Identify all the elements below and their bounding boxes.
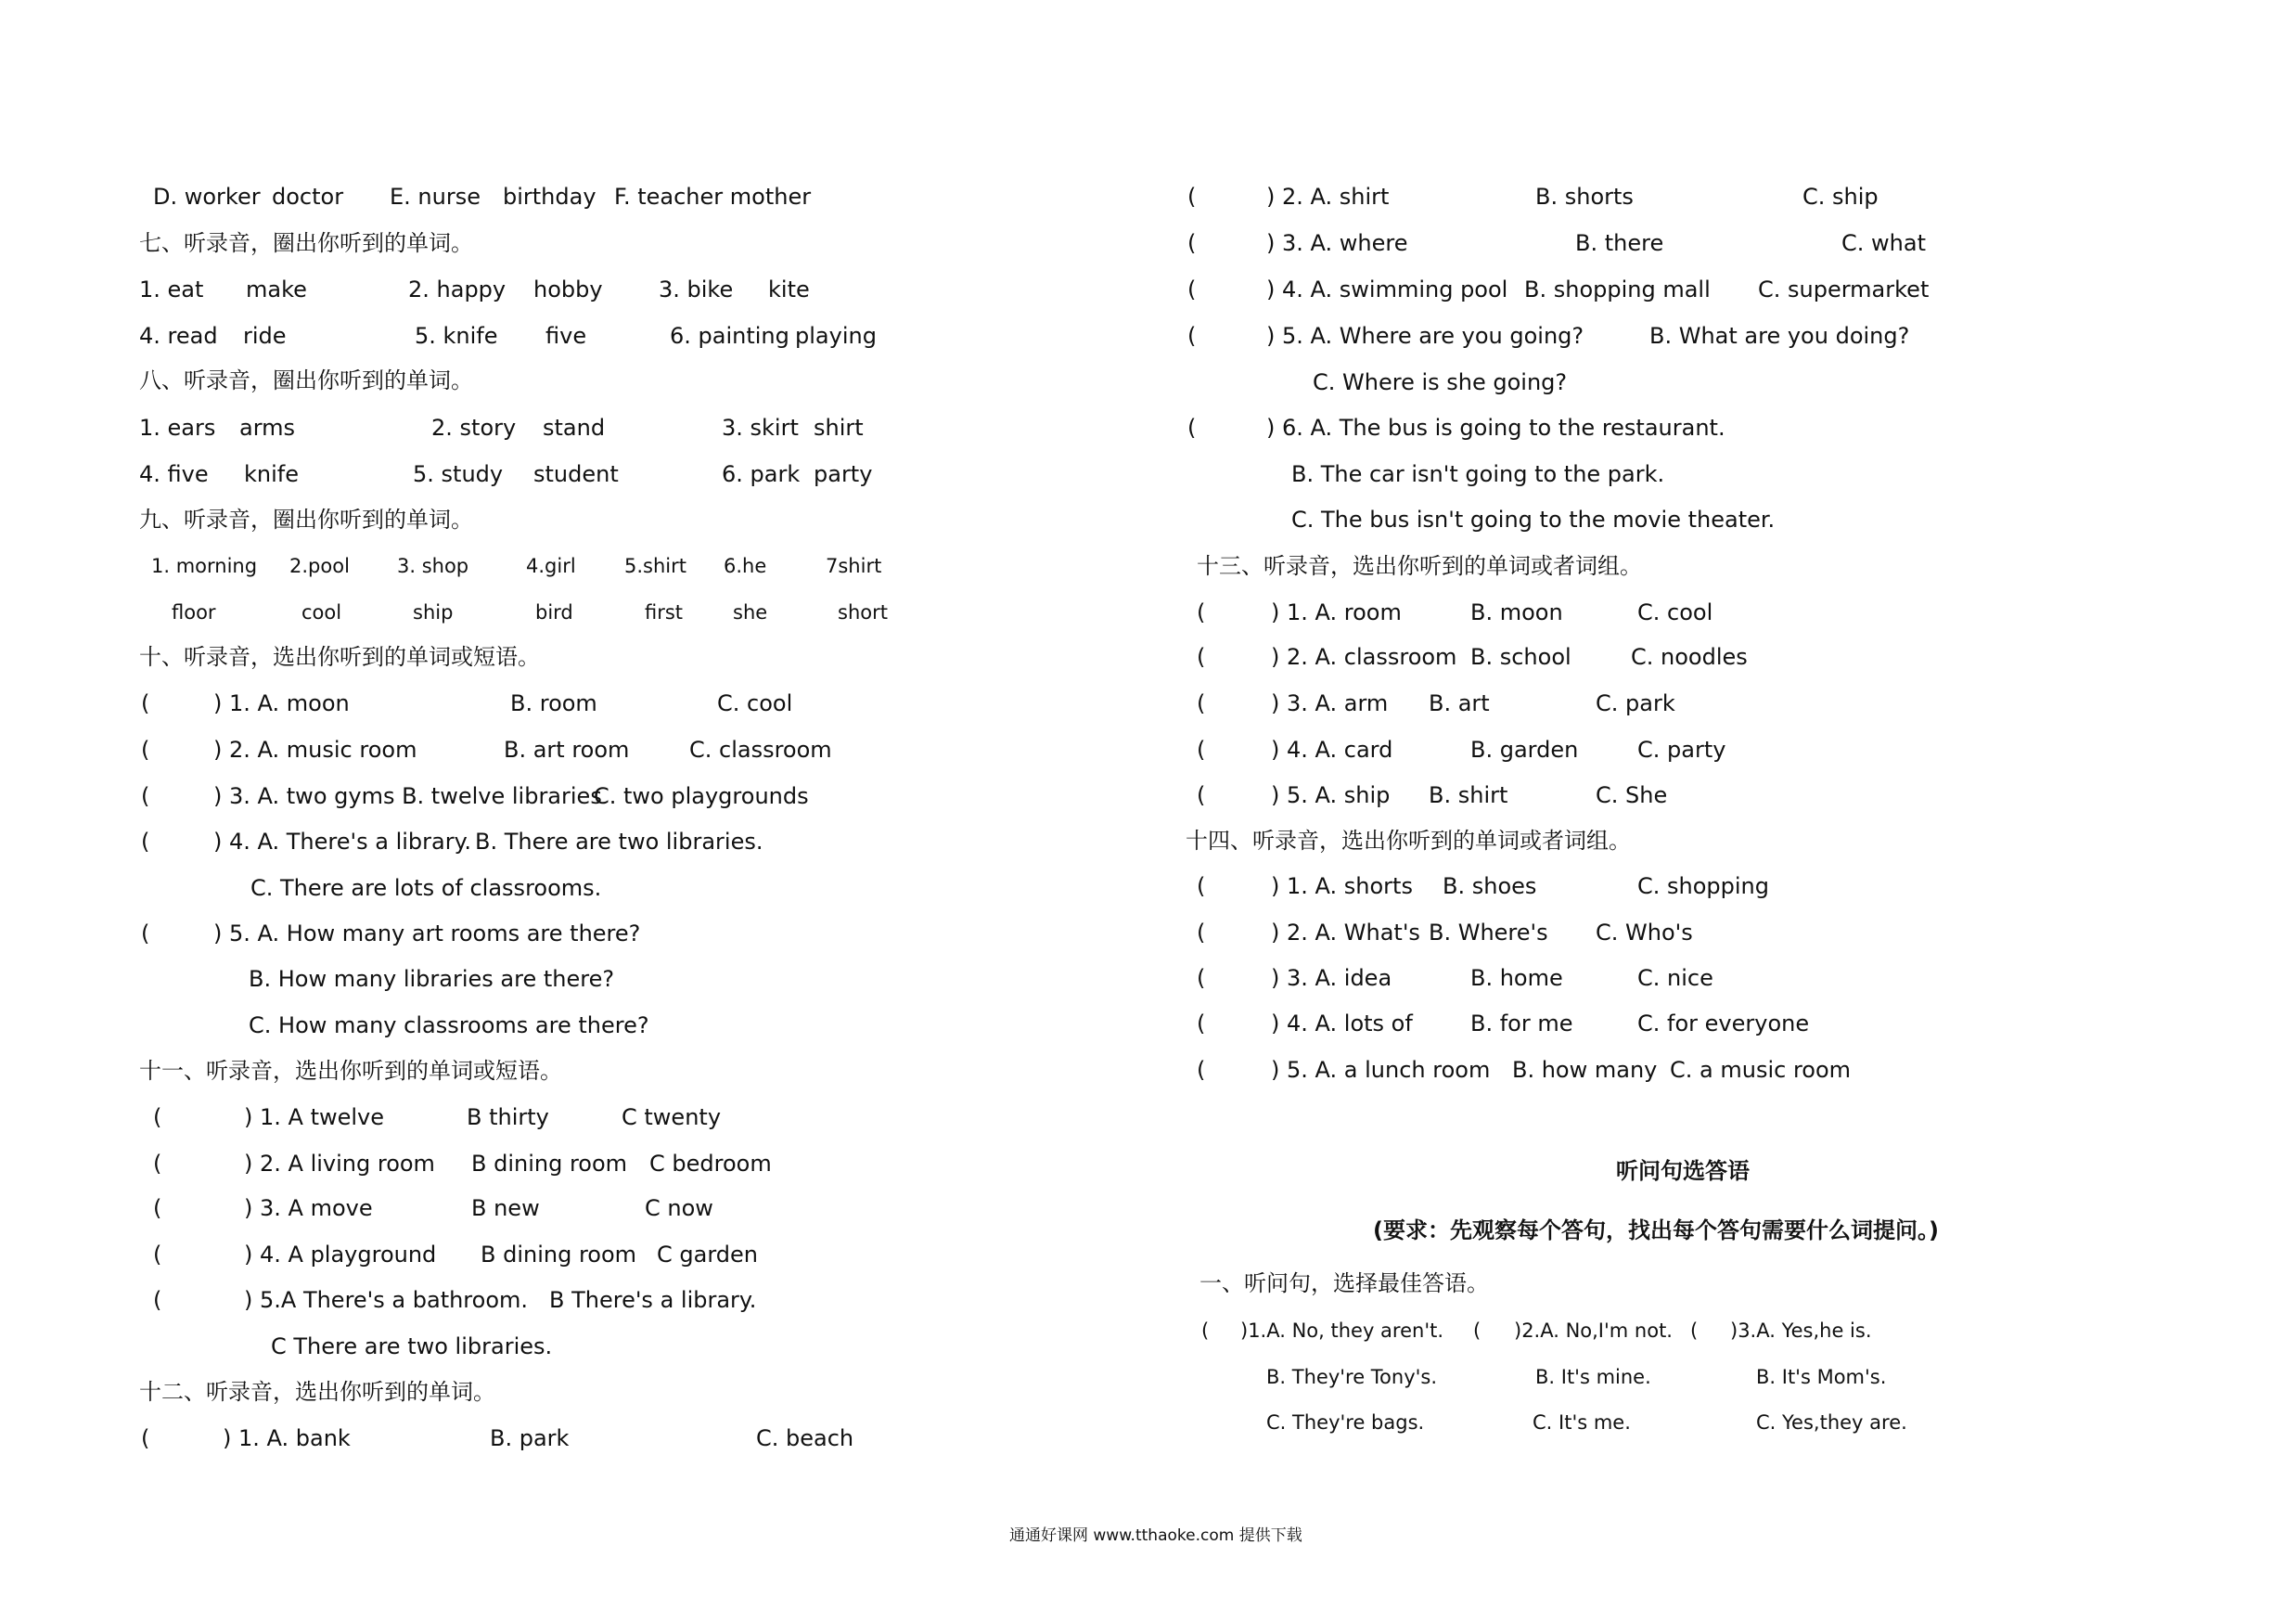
right-line-25-item-1: B. They're Tony's. <box>1266 1366 1438 1388</box>
left-line-19-item-1: C. How many classrooms are there? <box>249 1012 649 1038</box>
left-line-18-item-1: B. How many libraries are there? <box>249 966 615 992</box>
right-line-17-item-3: B. Where's <box>1429 920 1548 946</box>
left-line-22-item-3: B dining room <box>471 1151 628 1177</box>
left-line-21-item-1: ( <box>153 1104 162 1130</box>
right-line-1-item-1: ( <box>1187 184 1197 210</box>
right-line-2-item-4: C. what <box>1841 230 1926 256</box>
left-line-1-item-4: birthday <box>503 184 596 210</box>
right-line-26-item-3: C. Yes,they are. <box>1756 1411 1907 1434</box>
right-line-3-item-4: C. supermarket <box>1758 277 1930 303</box>
right-line-14-item-2: ) 5. A. ship <box>1271 782 1391 808</box>
left-line-26-item-1: C There are two libraries. <box>271 1333 553 1359</box>
left-line-1-item-5: F. teacher mother <box>614 184 812 210</box>
left-line-16-item-1: C. There are lots of classrooms. <box>250 875 602 901</box>
left-line-12-item-2: ) 1. A. moon <box>213 690 350 716</box>
left-line-6-item-2: arms <box>239 415 296 441</box>
left-line-25-item-2: ) 5.A There's a bathroom. <box>244 1287 529 1313</box>
right-line-23-item-1: 一、听问句，选择最佳答语。 <box>1199 1270 1489 1296</box>
left-line-1-item-2: doctor <box>272 184 344 210</box>
left-line-14-item-3: C. two playgrounds <box>594 783 809 809</box>
left-line-17-item-1: ( <box>141 920 150 946</box>
left-line-3-item-2: make <box>246 277 307 303</box>
left-line-27-item-1: 十二、听录音，选出你听到的单词。 <box>139 1379 495 1405</box>
right-line-20-item-2: ) 5. A. a lunch room <box>1271 1057 1491 1083</box>
left-line-12-item-4: C. cool <box>717 690 793 716</box>
left-line-10-item-1: floor <box>172 601 216 624</box>
left-line-13-item-3: B. art room <box>504 737 630 763</box>
left-line-22-item-2: ) 2. A living room <box>244 1151 435 1177</box>
left-line-3-item-3: 2. happy <box>408 277 507 303</box>
right-line-26-item-1: C. They're bags. <box>1266 1411 1425 1434</box>
left-line-20-item-1: 十一、听录音，选出你听到的单词或短语。 <box>139 1058 562 1084</box>
left-line-23-item-4: C now <box>645 1195 713 1221</box>
left-line-3-item-6: kite <box>768 277 810 303</box>
left-line-24-item-3: B dining room <box>481 1242 637 1268</box>
left-line-12-item-1: ( <box>141 690 150 716</box>
right-line-22-item-1: (要求：先观察每个答句，找出每个答句需要什么词提问。) <box>1373 1217 1939 1243</box>
left-line-9-item-4: 4.girl <box>526 555 576 577</box>
right-line-3-item-1: ( <box>1187 277 1197 303</box>
right-line-17-item-1: ( <box>1197 920 1206 946</box>
right-line-17-item-2: ) 2. A. What's <box>1271 920 1420 946</box>
right-line-24-item-5: ( <box>1690 1319 1699 1342</box>
left-line-1-item-1: D. worker <box>153 184 261 210</box>
left-line-7-item-5: 6. park <box>722 461 801 487</box>
left-line-14-item-1: ( <box>141 783 150 809</box>
right-line-2-item-3: B. there <box>1575 230 1664 256</box>
left-line-9-item-6: 6.he <box>724 555 767 577</box>
right-line-6-item-2: ) 6. A. The bus is going to the restaurant. <box>1266 415 1725 441</box>
right-line-11-item-3: B. school <box>1470 644 1571 670</box>
left-line-7-item-6: party <box>814 461 873 487</box>
left-line-13-item-1: ( <box>141 737 150 763</box>
left-line-6-item-1: 1. ears <box>139 415 216 441</box>
left-line-10-item-4: bird <box>535 601 573 624</box>
right-line-16-item-3: B. shoes <box>1443 873 1537 899</box>
left-line-28-item-1: ( <box>141 1425 150 1451</box>
right-line-19-item-1: ( <box>1197 1011 1206 1036</box>
right-line-13-item-2: ) 4. A. card <box>1271 737 1393 763</box>
right-line-14-item-3: B. shirt <box>1429 782 1508 808</box>
right-line-4-item-3: B. What are you doing? <box>1649 323 1910 349</box>
left-line-14-item-2: ) 3. A. two gyms B. twelve libraries <box>213 783 602 809</box>
left-line-4-item-2: ride <box>243 323 287 349</box>
right-line-2-item-2: ) 3. A. where <box>1266 230 1408 256</box>
right-line-19-item-4: C. for everyone <box>1637 1011 1810 1036</box>
left-line-2-item-1: 七、听录音，圈出你听到的单词。 <box>139 230 473 256</box>
left-line-7-item-3: 5. study <box>413 461 504 487</box>
left-line-9-item-1: 1. morning <box>151 555 258 577</box>
left-line-23-item-3: B new <box>471 1195 540 1221</box>
footer-credit: 通通好课网 www.tthaoke.com 提供下载 <box>1009 1526 1302 1545</box>
left-line-15-item-3: B. There are two libraries. <box>475 829 763 855</box>
left-line-22-item-4: C bedroom <box>649 1151 772 1177</box>
right-line-16-item-2: ) 1. A. shorts <box>1271 873 1413 899</box>
left-line-15-item-2: ) 4. A. There's a library. <box>213 829 472 855</box>
right-line-24-item-4: )2.A. No,I'm not. <box>1514 1319 1673 1342</box>
left-line-17-item-2: ) 5. A. How many art rooms are there? <box>213 920 641 946</box>
right-line-15-item-1: 十四、听录音，选出你听到的单词或者词组。 <box>1186 828 1631 854</box>
left-line-28-item-3: B. park <box>490 1425 570 1451</box>
right-line-24-item-1: ( <box>1201 1319 1210 1342</box>
left-line-21-item-3: B thirty <box>467 1104 549 1130</box>
left-line-10-item-3: ship <box>413 601 454 624</box>
right-line-18-item-1: ( <box>1197 965 1206 991</box>
right-line-24-item-3: ( <box>1473 1319 1481 1342</box>
left-line-4-item-1: 4. read <box>139 323 218 349</box>
right-line-10-item-4: C. cool <box>1637 599 1713 625</box>
left-line-3-item-4: hobby <box>533 277 603 303</box>
left-line-8-item-1: 九、听录音，圈出你听到的单词。 <box>139 507 473 533</box>
left-line-12-item-3: B. room <box>510 690 597 716</box>
left-line-4-item-6: playing <box>795 323 877 349</box>
left-line-9-item-2: 2.pool <box>289 555 350 577</box>
right-line-11-item-1: ( <box>1197 644 1206 670</box>
left-line-10-item-6: she <box>733 601 768 624</box>
left-line-24-item-1: ( <box>153 1242 162 1268</box>
right-line-25-item-2: B. It's mine. <box>1535 1366 1651 1388</box>
left-line-4-item-3: 5. knife <box>415 323 498 349</box>
right-line-24-item-2: )1.A. No, they aren't. <box>1240 1319 1444 1342</box>
right-line-1-item-4: C. ship <box>1802 184 1879 210</box>
right-line-19-item-2: ) 4. A. lots of <box>1271 1011 1413 1036</box>
left-line-28-item-2: ) 1. A. bank <box>223 1425 351 1451</box>
right-line-18-item-3: B. home <box>1470 965 1563 991</box>
left-line-6-item-6: shirt <box>814 415 864 441</box>
right-line-14-item-4: C. She <box>1596 782 1668 808</box>
right-line-1-item-2: ) 2. A. shirt <box>1266 184 1390 210</box>
left-line-4-item-4: five <box>545 323 587 349</box>
left-line-24-item-4: C garden <box>657 1242 758 1268</box>
right-line-26-item-2: C. It's me. <box>1533 1411 1631 1434</box>
left-line-5-item-1: 八、听录音，圈出你听到的单词。 <box>139 367 473 393</box>
left-line-9-item-5: 5.shirt <box>624 555 686 577</box>
right-line-11-item-2: ) 2. A. classroom <box>1271 644 1457 670</box>
right-line-10-item-3: B. moon <box>1470 599 1563 625</box>
left-line-21-item-4: C twenty <box>622 1104 722 1130</box>
left-line-6-item-5: 3. skirt <box>722 415 799 441</box>
left-line-7-item-4: student <box>533 461 619 487</box>
right-line-10-item-2: ) 1. A. room <box>1271 599 1402 625</box>
right-line-6-item-1: ( <box>1187 415 1197 441</box>
right-line-4-item-2: ) 5. A. Where are you going? <box>1266 323 1584 349</box>
right-line-13-item-1: ( <box>1197 737 1206 763</box>
left-line-11-item-1: 十、听录音，选出你听到的单词或短语。 <box>139 644 540 670</box>
right-line-18-item-2: ) 3. A. idea <box>1271 965 1392 991</box>
right-line-12-item-2: ) 3. A. arm <box>1271 690 1389 716</box>
right-line-1-item-3: B. shorts <box>1535 184 1634 210</box>
right-line-3-item-3: B. shopping mall <box>1524 277 1711 303</box>
left-line-22-item-1: ( <box>153 1151 162 1177</box>
left-line-24-item-2: ) 4. A playground <box>244 1242 437 1268</box>
right-line-17-item-4: C. Who's <box>1596 920 1693 946</box>
left-line-7-item-1: 4. five <box>139 461 209 487</box>
left-line-6-item-3: 2. story <box>431 415 517 441</box>
left-line-23-item-2: ) 3. A move <box>244 1195 373 1221</box>
right-line-8-item-1: C. The bus isn't going to the movie theater. <box>1291 507 1776 533</box>
right-line-20-item-3: B. how many <box>1512 1057 1658 1083</box>
left-line-25-item-3: B There's a library. <box>549 1287 757 1313</box>
left-line-3-item-5: 3. bike <box>659 277 734 303</box>
left-line-28-item-4: C. beach <box>756 1425 854 1451</box>
right-line-13-item-3: B. garden <box>1470 737 1579 763</box>
left-line-4-item-5: 6. painting <box>670 323 789 349</box>
left-line-25-item-1: ( <box>153 1287 162 1313</box>
right-line-4-item-1: ( <box>1187 323 1197 349</box>
left-line-21-item-2: ) 1. A twelve <box>244 1104 385 1130</box>
right-line-13-item-4: C. party <box>1637 737 1726 763</box>
right-line-20-item-1: ( <box>1197 1057 1206 1083</box>
left-line-10-item-7: short <box>838 601 888 624</box>
left-line-10-item-2: cool <box>301 601 342 624</box>
left-line-10-item-5: first <box>645 601 684 624</box>
right-line-25-item-3: B. It's Mom's. <box>1756 1366 1887 1388</box>
right-line-16-item-4: C. shopping <box>1637 873 1769 899</box>
right-line-5-item-1: C. Where is she going? <box>1313 369 1568 395</box>
left-line-7-item-2: knife <box>244 461 299 487</box>
left-line-13-item-4: C. classroom <box>689 737 832 763</box>
left-line-6-item-4: stand <box>543 415 606 441</box>
left-line-3-item-1: 1. eat <box>139 277 204 303</box>
left-line-9-item-7: 7shirt <box>826 555 882 577</box>
right-line-24-item-6: )3.A. Yes,he is. <box>1730 1319 1872 1342</box>
right-line-12-item-1: ( <box>1197 690 1206 716</box>
right-line-7-item-1: B. The car isn't going to the park. <box>1291 461 1665 487</box>
right-line-9-item-1: 十三、听录音，选出你听到的单词或者词组。 <box>1197 553 1642 579</box>
right-line-18-item-4: C. nice <box>1637 965 1713 991</box>
left-line-13-item-2: ) 2. A. music room <box>213 737 417 763</box>
right-line-2-item-1: ( <box>1187 230 1197 256</box>
right-line-16-item-1: ( <box>1197 873 1206 899</box>
right-line-12-item-4: C. park <box>1596 690 1675 716</box>
left-line-1-item-3: E. nurse <box>390 184 481 210</box>
right-line-19-item-3: B. for me <box>1470 1011 1573 1036</box>
right-line-20-item-4: C. a music room <box>1670 1057 1852 1083</box>
right-line-12-item-3: B. art <box>1429 690 1490 716</box>
left-line-23-item-1: ( <box>153 1195 162 1221</box>
right-line-3-item-2: ) 4. A. swimming pool <box>1266 277 1508 303</box>
right-line-14-item-1: ( <box>1197 782 1206 808</box>
right-line-10-item-1: ( <box>1197 599 1206 625</box>
left-line-15-item-1: ( <box>141 829 150 855</box>
right-line-11-item-4: C. noodles <box>1631 644 1748 670</box>
left-line-9-item-3: 3. shop <box>397 555 469 577</box>
right-line-21-item-1: 听问句选答语 <box>1616 1158 1750 1184</box>
